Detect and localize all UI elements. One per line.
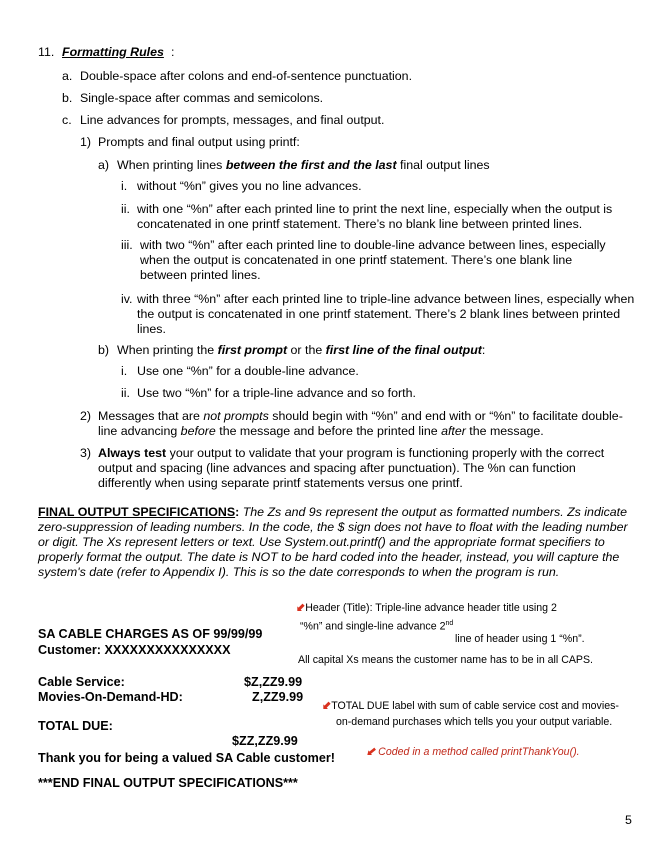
output-movies-value: Z,ZZ9.99 (252, 690, 304, 704)
item3-bold: Always test (98, 446, 167, 460)
thanks-note-text: Coded in a method called printThankYou(). (378, 746, 580, 758)
item2-text (98, 409, 624, 439)
header-note-text1: Header (Title): Triple-line advance header title using 2 (305, 602, 557, 614)
item1a-marker: a) (98, 158, 110, 172)
item1a-i-marker: i. (121, 179, 128, 193)
item1a-iv-marker: iv. (121, 292, 133, 306)
output-cable-label: Cable Service: (38, 675, 125, 689)
spec-body: The Zs and 9s represent the output as formatted numbers. Zs indicate zero-suppression of leading numbers. In the code, the $ sign does not have to float with the leading number or digit. The Xs represent letters or text. Use System.out.printf() and the appropriate format specifiers to properly format the output. The date is NOT to be hard coded into the header, instead, you will capture the system's date (refer to Appendix I). This is so the date corresponds to when the program is run. (38, 505, 628, 579)
total-note-line2: on-demand purchases which tells you your output variable. (336, 716, 613, 728)
output-header: SA CABLE CHARGES AS OF 99/99/99 (38, 627, 263, 641)
item1b-mid: or the (287, 343, 326, 357)
section-number: 11. (38, 45, 55, 59)
rule-a-marker: a. (62, 69, 73, 83)
header-note-text2: “%n” and single-line advance 2 (300, 620, 446, 633)
spec-colon: : (235, 505, 240, 519)
rule-b-text: Single-space after commas and semicolons. (80, 91, 324, 105)
item1b-i-marker: i. (121, 364, 128, 378)
item1a-text (117, 158, 490, 173)
item1a-iv-text: with three “%n” after each printed line to triple-line advance between lines, especially when the output is concatenated in one printf statement. There’s 2 blank lines between printed lines. (137, 292, 635, 336)
item2-p1: Messages that are (98, 409, 204, 423)
output-total-label: TOTAL DUE: (38, 719, 113, 733)
header-note-sup: nd (445, 620, 454, 627)
header-note-line2 (300, 617, 453, 634)
arrow-icon: ⬋ (322, 700, 332, 712)
output-thanks: Thank you for being a valued SA Cable customer! (38, 751, 335, 765)
page-number: 5 (625, 813, 632, 827)
item1b-i-text: Use one “%n” for a double-line advance. (137, 364, 359, 378)
output-movies-label: Movies-On-Demand-HD: (38, 690, 183, 704)
output-customer: Customer: XXXXXXXXXXXXXXX (38, 643, 231, 657)
rule-a-text: Double-space after colons and end-of-sentence punctuation. (80, 69, 413, 83)
item1-text: Prompts and final output using printf: (98, 135, 300, 149)
item2-e2: before (180, 424, 216, 438)
spec-heading: FINAL OUTPUT SPECIFICATIONS (38, 505, 236, 519)
header-note-line1 (296, 601, 557, 615)
item1b-ii-text: Use two “%n” for a triple-line advance and so forth. (137, 386, 416, 400)
caps-note: All capital Xs means the customer name has to be in all CAPS. (298, 654, 594, 666)
total-note-line1 (322, 699, 619, 713)
output-end: ***END FINAL OUTPUT SPECIFICATIONS*** (38, 776, 298, 790)
item1a-post: final output lines (396, 158, 490, 172)
item2-e3: after (441, 424, 466, 438)
item2-p2: should begin with “%n” and end with or “%n” to facilitate double-line advancing (98, 409, 623, 438)
item1b-text (117, 343, 485, 358)
output-total-value: $ZZ,ZZ9.99 (232, 734, 298, 748)
section-heading (62, 45, 164, 60)
item2-marker: 2) (80, 409, 92, 423)
item3-text (98, 446, 614, 491)
arrow-icon: ⬋ (296, 602, 306, 614)
item1-marker: 1) (80, 135, 92, 149)
item1a-ii-marker: ii. (121, 202, 130, 216)
item1a-i-text: without “%n” gives you no line advances. (137, 179, 362, 193)
item3-body: your output to validate that your program is functioning properly with the correct output and spacing (line advances and spacing after punctuation). The %n can function differently when using separate printf statements versus one printf. (98, 446, 605, 490)
rule-b-marker: b. (62, 91, 73, 105)
item1b-emph2: first line of the final output (325, 343, 482, 357)
item1a-emph: between the first and the last (225, 158, 397, 172)
item1b-pre: When printing the (117, 343, 218, 357)
rule-c-text: Line advances for prompts, messages, and final output. (80, 113, 385, 127)
rule-c-marker: c. (62, 113, 72, 127)
output-cable-value: $Z,ZZ9.99 (244, 675, 303, 689)
item1b-post: : (481, 343, 486, 357)
thanks-note (366, 745, 580, 759)
spec-paragraph (38, 505, 636, 580)
section-heading-colon: : (171, 45, 175, 59)
item1a-ii-text: with one “%n” after each printed line to print the next line, especially when the output is concatenated in one printf statement. There’s no blank line between printed lines. (137, 202, 613, 231)
item1a-pre: When printing lines (117, 158, 226, 172)
item1a-iii-marker: iii. (121, 238, 133, 252)
item1b-ii-marker: ii. (121, 386, 130, 400)
section-heading-text: Formatting Rules (62, 45, 164, 59)
arrow-icon: ⬋ (366, 746, 376, 758)
item1b-emph1: first prompt (217, 343, 288, 357)
total-note-text1: TOTAL DUE label with sum of cable service cost and movies- (331, 700, 619, 712)
item1b-marker: b) (98, 343, 110, 357)
item2-p3: the message and before the printed line (215, 424, 442, 438)
item3-marker: 3) (80, 446, 92, 460)
item2-e1: not prompts (203, 409, 269, 423)
header-note-line3: line of header using 1 “%n”. (455, 633, 585, 645)
item1a-iii-text: with two “%n” after each printed line to double-line advance between lines, especially when the output is concatenated in one printf statement. There’s one blank line between printed lines. (140, 238, 606, 282)
item2-p4: the message. (465, 424, 544, 438)
